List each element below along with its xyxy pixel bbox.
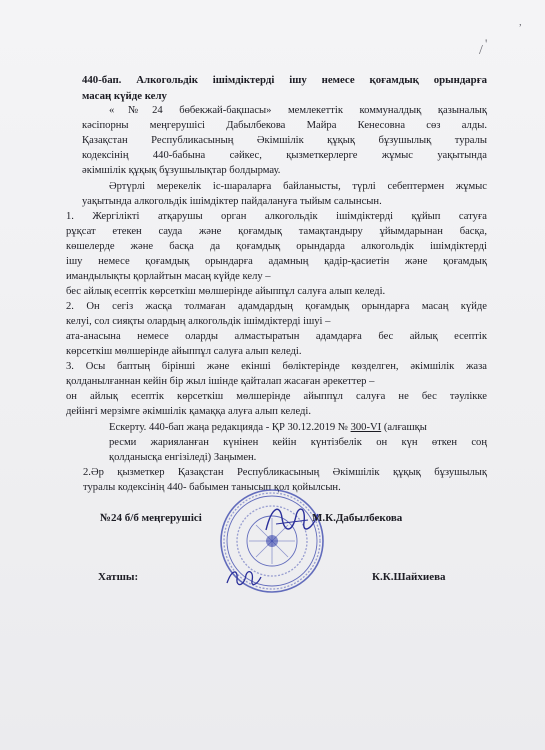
note-line: ресми жарияланған күнінен кейін күнтізбелік он күн өткен соң [109, 437, 487, 448]
head-position-label: №24 б/б меңгерушісі [100, 512, 202, 524]
note-text: (алғашқы [381, 422, 427, 433]
secretary-name: К.К.Шайхиева [372, 571, 446, 583]
article-title-line: 440-бап. Алкогольдік ішімдіктерді ішу немесе қоғамдық орындарға [82, 74, 487, 86]
note-line: қолданысқа енгізіледі) Заңымен. [109, 452, 257, 463]
note-text: Ескерту. 440-бап жаңа редакцияда - ҚР 30.12.2019 № [109, 422, 351, 433]
item-line: имандылықты қорлайтын масаң күйде келу – [66, 271, 271, 282]
item-line: ата-анасына немесе оларды алмастыратын адамдарға бес айлық есептік [66, 331, 487, 342]
item-line: он айлық есептік көрсеткіш мөлшерінде айыппұл салуға не бес тәулікке [66, 391, 487, 402]
paragraph-line: Қазақстан Республикасының Әкімшілік құқық бұзушылық туралы [82, 135, 487, 146]
item-line: 3. Осы баптың бірінші және екінші бөліктерінде көзделген, әкімшілік жаза [66, 361, 487, 372]
paragraph-line: 2.Әр қызметкер Қазақстан Республикасының Әкімшілік құқық бұзушылық [83, 467, 487, 478]
item-line: қолданылғаннан кейін бір жыл ішінде қайталап жасаған әрекеттер – [66, 376, 375, 387]
item-line: көрсеткіш мөлшерінде айыппұл салуға алып келеді. [66, 346, 302, 357]
paragraph-line: кәсіпорны меңгерушісі Дабылбекова Майра Кенесовна сөз алды. [82, 120, 487, 131]
item-line: бес айлық есептік көрсеткіш мөлшерінде айыппұл салуға алып келеді. [66, 286, 386, 297]
item-line: 1. Жергілікті атқарушы орган алкогольдік ішімдіктерді құйып сатуға [66, 211, 487, 222]
item-line: дейінгі мерзімге әкімшілік қамаққа алуға алып келеді. [66, 406, 311, 417]
item-line: келуі, сол сияқты олардың алкогольдік ішімдіктерді ішуі – [66, 316, 331, 327]
head-name: М.К.Дабылбекова [312, 512, 403, 524]
paragraph-line: Әртүрлі мерекелік іс-шараларға байланысты, түрлі себептермен жұмыс [109, 181, 487, 192]
secretary-label: Хатшы: [98, 571, 139, 583]
item-line: рұқсат етекен сауда және қоғамдық тамақтандыру ұйымдарынан басқа, [66, 226, 487, 237]
article-title-line: масаң күйде келу [82, 90, 167, 102]
paragraph-line: әкімшілік құқық бұзушылықтар болдырмау. [82, 165, 281, 176]
paragraph-line: «№24 бөбекжай-бақшасы» мемлекеттік коммуналдық қазыналық [109, 105, 487, 116]
secretary-signature [224, 565, 264, 591]
corner-mark: / [479, 43, 483, 58]
corner-mark: , [519, 16, 522, 28]
paragraph-line: уақытында алкогольдік ішімдіктер пайдалануға тыйым салынсын. [82, 196, 382, 207]
item-line: 2. Он сегіз жасқа толмаған адамдардың қоғамдық орындарға масаң күйде [66, 301, 487, 312]
law-reference-link[interactable]: 300-VI [350, 422, 382, 433]
corner-mark: ' [485, 36, 488, 51]
paragraph-line: туралы кодексінің 440- бабымен танысып қол қойылсын. [83, 482, 341, 493]
item-line: көшелерде және басқа да қоғамдық орындарда алкогольдік ішімдіктерді [66, 241, 487, 252]
note-line [109, 421, 487, 436]
paragraph-line: кодексінің 440-бабына сәйкес, қызметкерлерге жұмыс уақытында [82, 150, 487, 161]
item-line: ішу немесе қоғамдық орындарға адамның қадір-қасиетін және қоғамдық [66, 256, 487, 267]
